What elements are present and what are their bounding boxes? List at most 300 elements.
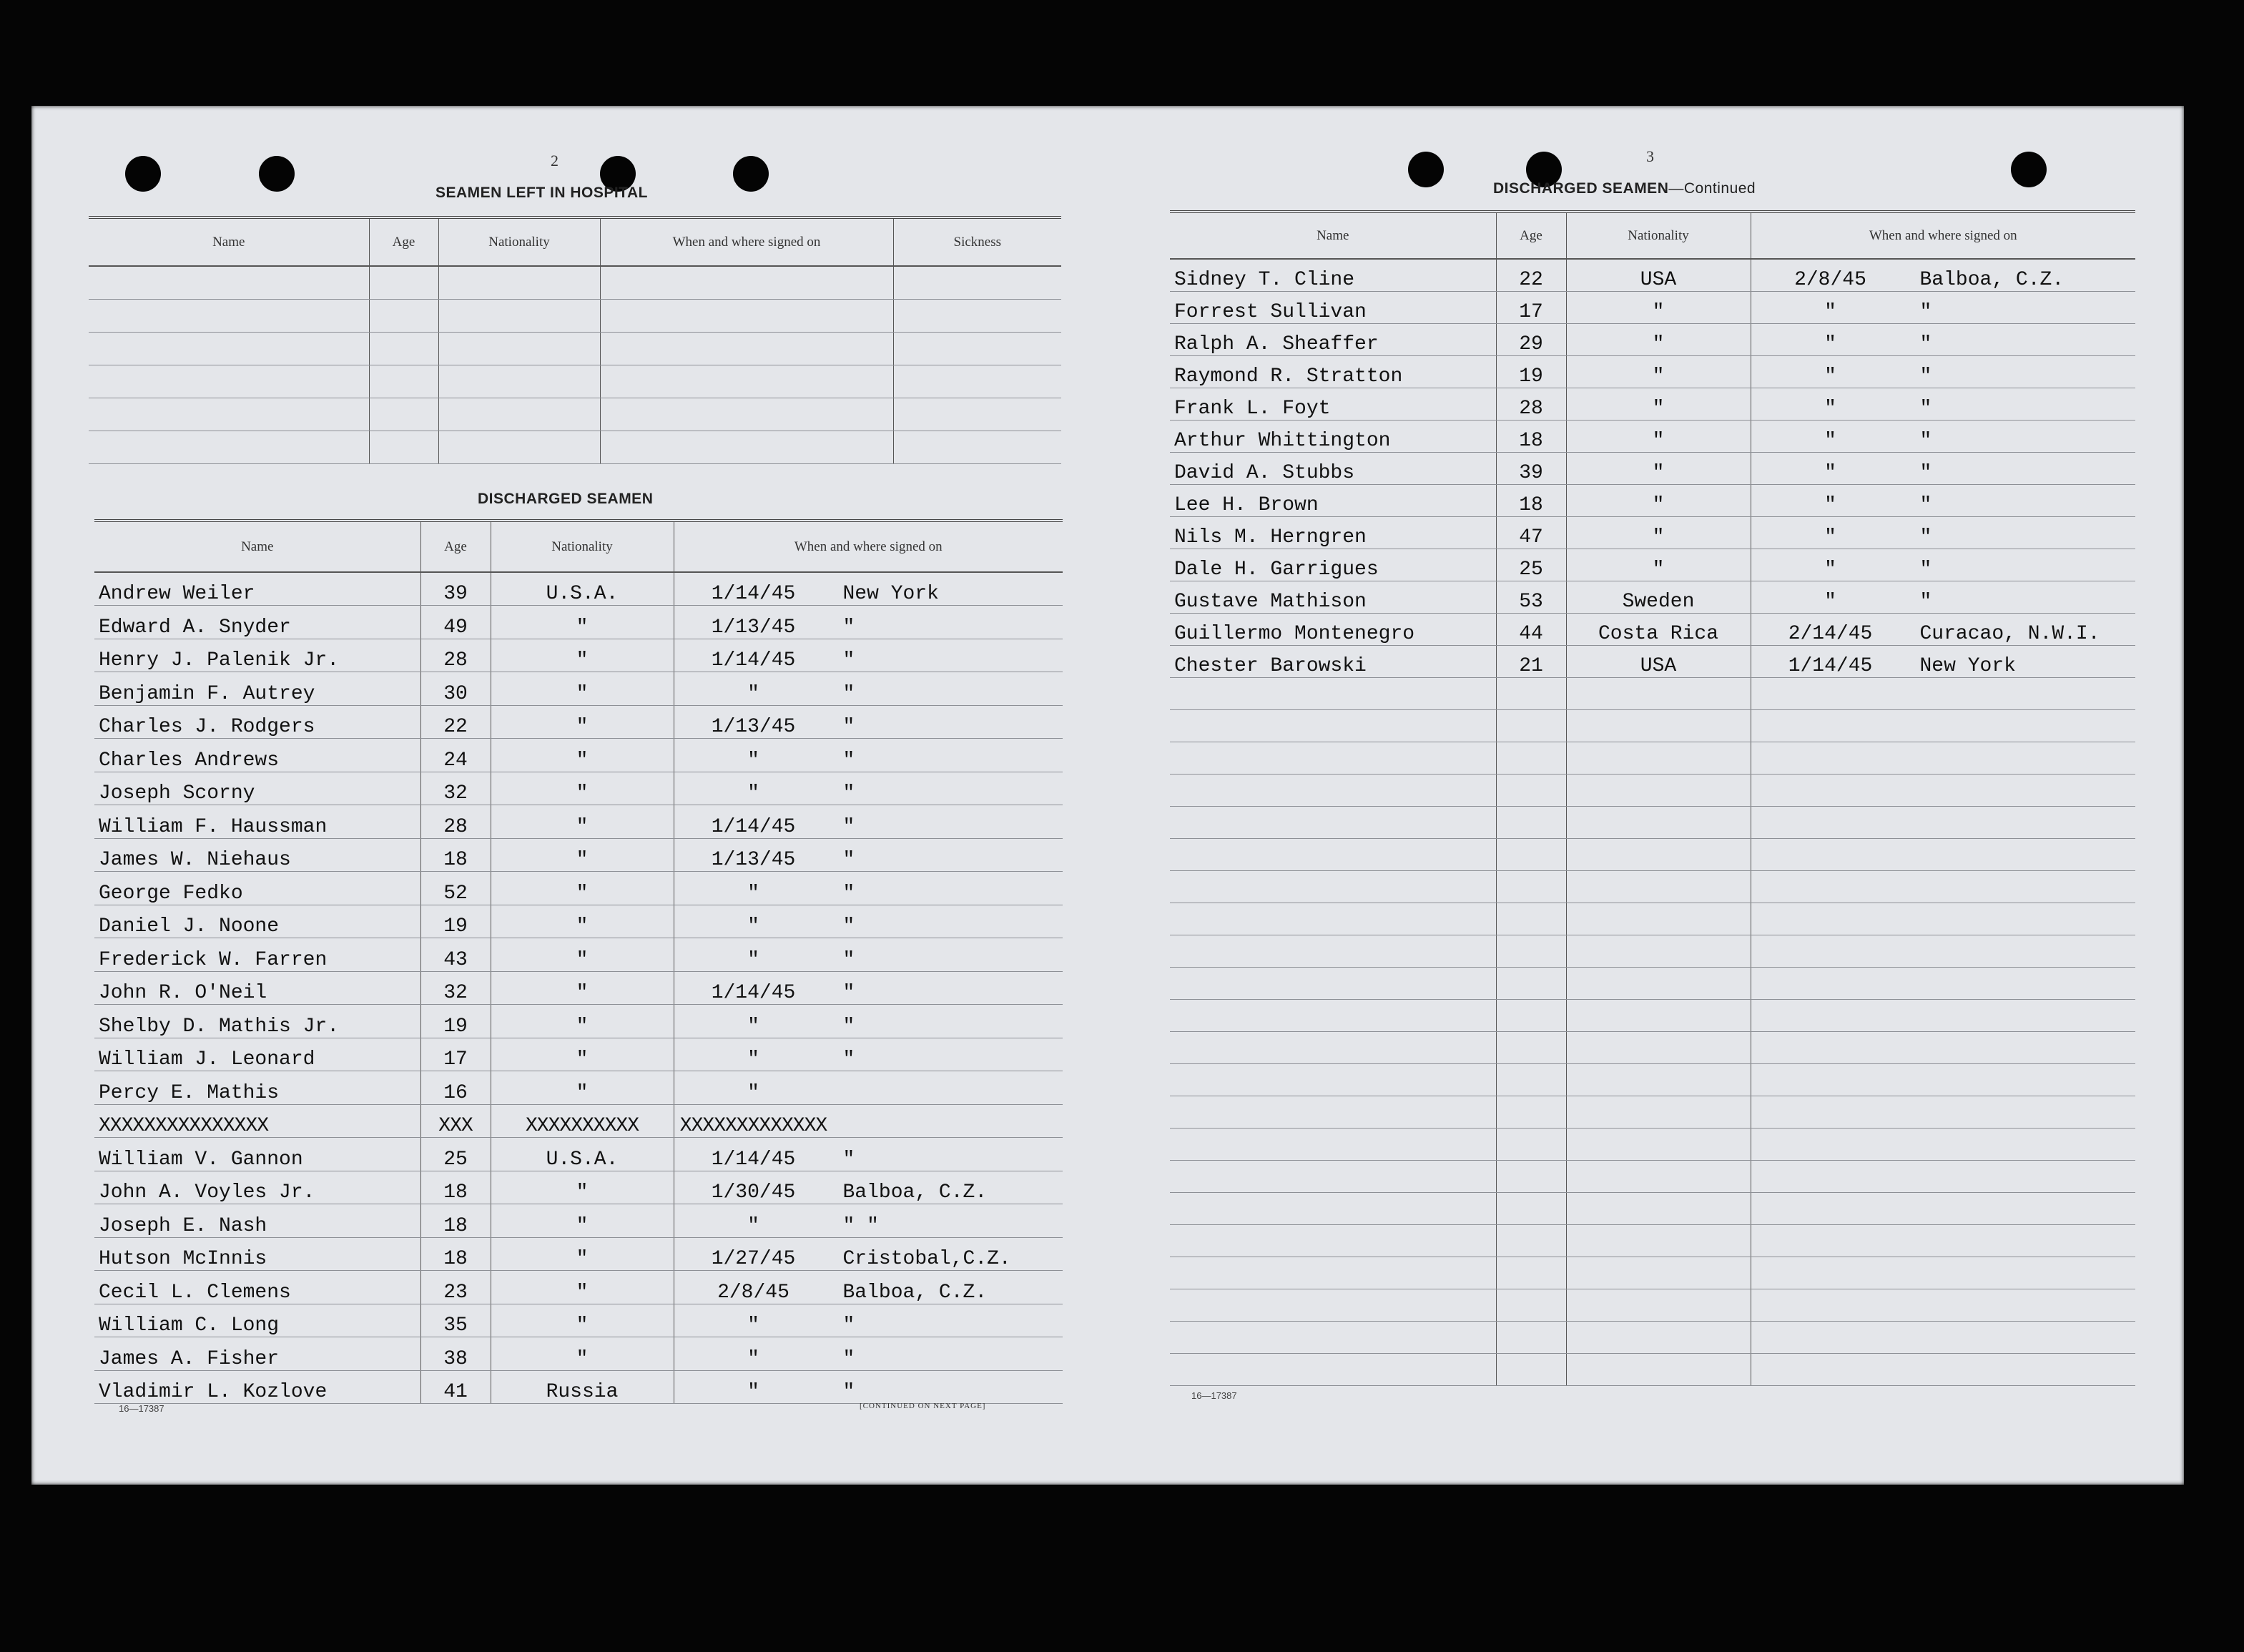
nationality-cell: " bbox=[491, 1337, 674, 1371]
empty-cell bbox=[1751, 903, 2135, 935]
nationality-cell: Costa Rica bbox=[1566, 613, 1751, 645]
signed-on-date: 2/8/45 bbox=[717, 1281, 789, 1304]
signed-on-date: " bbox=[1824, 429, 1836, 452]
age-cell: 25 bbox=[1496, 549, 1566, 581]
table-row bbox=[94, 872, 1063, 905]
nationality-cell: " bbox=[491, 739, 674, 772]
age-cell: 17 bbox=[1496, 291, 1566, 323]
name-cell: Joseph Scorny bbox=[94, 772, 420, 805]
signed-on-place: " bbox=[842, 682, 855, 705]
signed-on-place: New York bbox=[1919, 654, 2016, 677]
empty-cell bbox=[1751, 806, 2135, 838]
signed-on-cell bbox=[674, 1271, 1063, 1304]
empty-cell bbox=[89, 299, 369, 332]
signed-on-place: " bbox=[842, 749, 855, 772]
name-cell: William C. Long bbox=[94, 1304, 420, 1337]
name-cell: James A. Fisher bbox=[94, 1337, 420, 1371]
empty-row bbox=[1170, 870, 2135, 903]
table-row bbox=[94, 1171, 1063, 1204]
empty-cell bbox=[1751, 870, 2135, 903]
empty-cell bbox=[89, 431, 369, 463]
empty-cell bbox=[1566, 1096, 1751, 1128]
right-section-title-continued: —Continued bbox=[1668, 180, 1756, 197]
signed-on-date: " bbox=[747, 915, 759, 938]
punch-hole bbox=[259, 156, 295, 192]
column-header: Age bbox=[1496, 212, 1566, 259]
table-row bbox=[94, 838, 1063, 872]
right-form-number: 16—17387 bbox=[1191, 1390, 1237, 1401]
table-row bbox=[94, 1370, 1063, 1404]
signed-on-place: " bbox=[1919, 558, 1932, 581]
nationality-cell: XXXXXXXXXX bbox=[491, 1104, 674, 1138]
signed-on-cell bbox=[1751, 259, 2135, 291]
table-row bbox=[1170, 549, 2135, 581]
empty-cell bbox=[1496, 742, 1566, 774]
column-header: Name bbox=[94, 521, 420, 572]
nationality-cell: " bbox=[491, 1071, 674, 1105]
empty-cell bbox=[1566, 1353, 1751, 1385]
empty-cell bbox=[1751, 1192, 2135, 1224]
signed-on-place: " bbox=[1919, 429, 1932, 452]
table-row bbox=[94, 639, 1063, 672]
empty-cell bbox=[1566, 935, 1751, 967]
name-cell: William J. Leonard bbox=[94, 1038, 420, 1071]
empty-cell bbox=[1496, 1321, 1566, 1353]
signed-on-date: " bbox=[747, 1214, 759, 1237]
empty-cell bbox=[1496, 1257, 1566, 1289]
signed-on-place: " bbox=[842, 616, 855, 639]
nationality-cell: " bbox=[491, 1005, 674, 1038]
signed-on-place: Balboa, C.Z. bbox=[1919, 268, 2065, 291]
age-cell: 18 bbox=[1496, 484, 1566, 516]
signed-on-cell bbox=[674, 705, 1063, 739]
name-cell: Percy E. Mathis bbox=[94, 1071, 420, 1105]
signed-on-cell bbox=[674, 1138, 1063, 1171]
name-cell: William V. Gannon bbox=[94, 1138, 420, 1171]
empty-cell bbox=[369, 365, 438, 398]
signed-on-cell bbox=[674, 872, 1063, 905]
name-cell: Arthur Whittington bbox=[1170, 420, 1496, 452]
signed-on-cell bbox=[1751, 484, 2135, 516]
empty-row bbox=[1170, 1353, 2135, 1385]
empty-row bbox=[89, 332, 1061, 365]
age-cell: 39 bbox=[420, 572, 491, 606]
empty-cell bbox=[1170, 1096, 1496, 1128]
nationality-cell: " bbox=[491, 1204, 674, 1238]
signed-on-place: " bbox=[842, 915, 855, 938]
age-cell: 49 bbox=[420, 606, 491, 639]
nationality-cell: " bbox=[1566, 516, 1751, 549]
empty-row bbox=[1170, 1096, 2135, 1128]
empty-cell bbox=[1170, 774, 1496, 806]
name-cell: Daniel J. Noone bbox=[94, 905, 420, 938]
name-cell: Guillermo Montenegro bbox=[1170, 613, 1496, 645]
table-row bbox=[94, 1337, 1063, 1371]
signed-on-date: " bbox=[1824, 461, 1836, 484]
signed-on-cell bbox=[674, 838, 1063, 872]
signed-on-place: Curacao, N.W.I. bbox=[1919, 622, 2100, 645]
empty-row bbox=[89, 365, 1061, 398]
empty-cell bbox=[1566, 1031, 1751, 1063]
empty-cell bbox=[1566, 903, 1751, 935]
age-cell: 22 bbox=[420, 705, 491, 739]
empty-cell bbox=[1751, 999, 2135, 1031]
empty-row bbox=[89, 431, 1061, 463]
signed-on-date: 1/14/45 bbox=[1788, 654, 1873, 677]
table-row bbox=[94, 1237, 1063, 1271]
signed-on-place: " bbox=[842, 649, 855, 672]
name-cell: Charles Andrews bbox=[94, 739, 420, 772]
signed-on-place: " bbox=[842, 982, 855, 1004]
empty-cell bbox=[1751, 1160, 2135, 1192]
nationality-cell: " bbox=[1566, 484, 1751, 516]
name-cell: Frederick W. Farren bbox=[94, 938, 420, 972]
name-cell: Nils M. Herngren bbox=[1170, 516, 1496, 549]
table-row bbox=[1170, 581, 2135, 613]
empty-row bbox=[1170, 742, 2135, 774]
empty-cell bbox=[600, 365, 893, 398]
empty-cell bbox=[1170, 1257, 1496, 1289]
empty-cell bbox=[1496, 903, 1566, 935]
nationality-cell: U.S.A. bbox=[491, 572, 674, 606]
empty-cell bbox=[1496, 709, 1566, 742]
signed-on-place: Balboa, C.Z. bbox=[842, 1181, 988, 1204]
punch-hole bbox=[2011, 152, 2047, 187]
column-header: Nationality bbox=[1566, 212, 1751, 259]
age-cell: 18 bbox=[1496, 420, 1566, 452]
empty-cell bbox=[1496, 1096, 1566, 1128]
table-row bbox=[94, 739, 1063, 772]
signed-on-cell bbox=[674, 905, 1063, 938]
discharged-continued-table bbox=[1170, 210, 2135, 1386]
empty-cell bbox=[369, 398, 438, 431]
empty-cell bbox=[1566, 1321, 1751, 1353]
signed-on-date: 1/27/45 bbox=[711, 1248, 796, 1270]
empty-cell bbox=[600, 299, 893, 332]
empty-cell bbox=[1170, 967, 1496, 999]
empty-cell bbox=[1751, 1257, 2135, 1289]
signed-on-place: " bbox=[842, 1048, 855, 1071]
name-cell: Lee H. Brown bbox=[1170, 484, 1496, 516]
age-cell: 16 bbox=[420, 1071, 491, 1105]
signed-on-place: " bbox=[1919, 493, 1932, 516]
signed-on-date: " bbox=[747, 1347, 759, 1370]
right-section-title bbox=[1493, 180, 1756, 197]
empty-cell bbox=[89, 332, 369, 365]
table-row bbox=[94, 606, 1063, 639]
empty-cell bbox=[438, 398, 600, 431]
table-row bbox=[94, 1038, 1063, 1071]
signed-on-date: " bbox=[1824, 590, 1836, 613]
age-cell: 44 bbox=[1496, 613, 1566, 645]
signed-on-place: " bbox=[842, 1381, 855, 1403]
empty-cell bbox=[600, 332, 893, 365]
name-cell: Joseph E. Nash bbox=[94, 1204, 420, 1238]
empty-row bbox=[1170, 935, 2135, 967]
name-cell: William F. Haussman bbox=[94, 805, 420, 839]
age-cell: 28 bbox=[1496, 388, 1566, 420]
empty-cell bbox=[1170, 1224, 1496, 1257]
age-cell: 25 bbox=[420, 1138, 491, 1171]
nationality-cell: " bbox=[491, 705, 674, 739]
empty-cell bbox=[1751, 1321, 2135, 1353]
signed-on-cell bbox=[674, 1370, 1063, 1404]
signed-on-cell bbox=[1751, 452, 2135, 484]
age-cell: 19 bbox=[420, 905, 491, 938]
name-cell: Ralph A. Sheaffer bbox=[1170, 323, 1496, 355]
signed-on-cell bbox=[674, 639, 1063, 672]
name-cell: John R. O'Neil bbox=[94, 971, 420, 1005]
signed-on-cell bbox=[1751, 613, 2135, 645]
signed-on-place: " bbox=[842, 882, 855, 905]
nationality-cell: " bbox=[491, 805, 674, 839]
empty-cell bbox=[1170, 1031, 1496, 1063]
empty-row bbox=[1170, 677, 2135, 709]
table-row bbox=[94, 672, 1063, 706]
empty-cell bbox=[1496, 677, 1566, 709]
age-cell: 22 bbox=[1496, 259, 1566, 291]
empty-cell bbox=[1496, 1289, 1566, 1321]
signed-on-place: " bbox=[842, 1015, 855, 1038]
nationality-cell: " bbox=[491, 1171, 674, 1204]
signed-on-cell bbox=[674, 1304, 1063, 1337]
hospital-table bbox=[89, 216, 1061, 464]
table-row bbox=[94, 1204, 1063, 1238]
empty-cell bbox=[1496, 1128, 1566, 1160]
empty-cell bbox=[1566, 1128, 1751, 1160]
empty-row bbox=[1170, 709, 2135, 742]
name-cell: Hutson McInnis bbox=[94, 1237, 420, 1271]
table-row bbox=[94, 938, 1063, 972]
nationality-cell: " bbox=[491, 838, 674, 872]
empty-cell bbox=[1566, 742, 1751, 774]
table-row bbox=[94, 905, 1063, 938]
signed-on-cell bbox=[1751, 388, 2135, 420]
signed-on-date: " bbox=[1824, 558, 1836, 581]
table-row bbox=[94, 1138, 1063, 1171]
name-cell: George Fedko bbox=[94, 872, 420, 905]
empty-cell bbox=[1170, 1289, 1496, 1321]
empty-cell bbox=[1566, 870, 1751, 903]
signed-on-date: " bbox=[747, 1314, 759, 1337]
signed-on-place: " bbox=[1919, 397, 1932, 420]
empty-cell bbox=[89, 266, 369, 299]
signed-on-place: Cristobal,C.Z. bbox=[842, 1248, 1011, 1270]
table-row bbox=[1170, 645, 2135, 677]
empty-cell bbox=[1751, 742, 2135, 774]
empty-cell bbox=[438, 299, 600, 332]
signed-on-date: " bbox=[1824, 300, 1836, 323]
signed-on-date: " bbox=[747, 782, 759, 805]
empty-cell bbox=[1566, 1192, 1751, 1224]
empty-row bbox=[1170, 1128, 2135, 1160]
signed-on-cell bbox=[1751, 516, 2135, 549]
table-row bbox=[94, 1271, 1063, 1304]
empty-row bbox=[1170, 806, 2135, 838]
signed-on-cell bbox=[1751, 581, 2135, 613]
empty-cell bbox=[1566, 999, 1751, 1031]
empty-cell bbox=[1566, 1257, 1751, 1289]
empty-cell bbox=[1496, 1224, 1566, 1257]
signed-on-place bbox=[829, 1082, 843, 1104]
nationality-cell: Sweden bbox=[1566, 581, 1751, 613]
signed-on-date: " bbox=[1824, 365, 1836, 388]
empty-row bbox=[1170, 838, 2135, 870]
nationality-cell: USA bbox=[1566, 259, 1751, 291]
signed-on-date: " bbox=[1824, 493, 1836, 516]
signed-on-date: " bbox=[747, 948, 759, 971]
empty-cell bbox=[1170, 709, 1496, 742]
table-row bbox=[1170, 323, 2135, 355]
age-cell: 35 bbox=[420, 1304, 491, 1337]
signed-on-date: 1/13/45 bbox=[711, 849, 796, 871]
age-cell: 30 bbox=[420, 672, 491, 706]
signed-on-place: " bbox=[842, 849, 855, 871]
age-cell: 18 bbox=[420, 838, 491, 872]
nationality-cell: " bbox=[491, 905, 674, 938]
signed-on-date: " bbox=[747, 1381, 759, 1403]
name-cell: Cecil L. Clemens bbox=[94, 1271, 420, 1304]
name-cell: Henry J. Palenik Jr. bbox=[94, 639, 420, 672]
empty-cell bbox=[1170, 1321, 1496, 1353]
signed-on-date: 2/14/45 bbox=[1788, 622, 1873, 645]
empty-cell bbox=[369, 332, 438, 365]
signed-on-cell bbox=[674, 1071, 1063, 1105]
nationality-cell: USA bbox=[1566, 645, 1751, 677]
name-cell: Forrest Sullivan bbox=[1170, 291, 1496, 323]
nationality-cell: Russia bbox=[491, 1370, 674, 1404]
signed-on-cell bbox=[674, 1104, 1063, 1138]
name-cell: James W. Niehaus bbox=[94, 838, 420, 872]
empty-row bbox=[1170, 774, 2135, 806]
column-header: Name bbox=[89, 217, 369, 266]
name-cell: Edward A. Snyder bbox=[94, 606, 420, 639]
age-cell: 24 bbox=[420, 739, 491, 772]
age-cell: 21 bbox=[1496, 645, 1566, 677]
empty-cell bbox=[1170, 1353, 1496, 1385]
empty-cell bbox=[1751, 774, 2135, 806]
name-cell: David A. Stubbs bbox=[1170, 452, 1496, 484]
age-cell: 47 bbox=[1496, 516, 1566, 549]
empty-cell bbox=[1170, 742, 1496, 774]
column-header: Nationality bbox=[491, 521, 674, 572]
empty-row bbox=[89, 299, 1061, 332]
signed-on-date: 2/8/45 bbox=[1794, 268, 1866, 291]
empty-cell bbox=[600, 398, 893, 431]
table-row bbox=[1170, 516, 2135, 549]
empty-cell bbox=[1170, 999, 1496, 1031]
empty-row bbox=[1170, 1257, 2135, 1289]
nationality-cell: " bbox=[491, 872, 674, 905]
empty-cell bbox=[1170, 1160, 1496, 1192]
empty-cell bbox=[1751, 1063, 2135, 1096]
empty-cell bbox=[1566, 1224, 1751, 1257]
column-header: When and where signed on bbox=[674, 521, 1063, 572]
signed-on-place: " bbox=[842, 948, 855, 971]
empty-cell bbox=[1496, 806, 1566, 838]
age-cell: 29 bbox=[1496, 323, 1566, 355]
empty-cell bbox=[369, 266, 438, 299]
empty-cell bbox=[893, 431, 1061, 463]
column-header: Name bbox=[1170, 212, 1496, 259]
nationality-cell: U.S.A. bbox=[491, 1138, 674, 1171]
empty-cell bbox=[1170, 1128, 1496, 1160]
signed-on-cell bbox=[1751, 323, 2135, 355]
empty-cell bbox=[1496, 999, 1566, 1031]
signed-on-date: " bbox=[747, 1015, 759, 1038]
table-row bbox=[1170, 420, 2135, 452]
discharged-table bbox=[94, 519, 1063, 1404]
empty-cell bbox=[369, 431, 438, 463]
table-row bbox=[94, 705, 1063, 739]
empty-cell bbox=[1751, 1031, 2135, 1063]
age-cell: 41 bbox=[420, 1370, 491, 1404]
signed-on-date: 1/13/45 bbox=[711, 616, 796, 639]
signed-on-date: " bbox=[1824, 526, 1836, 549]
empty-cell bbox=[89, 365, 369, 398]
empty-cell bbox=[1496, 967, 1566, 999]
age-cell: 18 bbox=[420, 1237, 491, 1271]
signed-on-cell bbox=[1751, 645, 2135, 677]
signed-on-date: " bbox=[747, 1081, 759, 1104]
signed-on-cell bbox=[674, 739, 1063, 772]
signed-on-place: " bbox=[842, 1347, 855, 1370]
empty-cell bbox=[1170, 903, 1496, 935]
empty-cell bbox=[1496, 1353, 1566, 1385]
age-cell: 28 bbox=[420, 639, 491, 672]
empty-cell bbox=[1170, 838, 1496, 870]
signed-on-cell bbox=[674, 971, 1063, 1005]
empty-cell bbox=[438, 332, 600, 365]
signed-on-date: 1/14/45 bbox=[711, 982, 796, 1004]
empty-cell bbox=[1566, 709, 1751, 742]
empty-cell bbox=[893, 299, 1061, 332]
column-header: Age bbox=[369, 217, 438, 266]
empty-row bbox=[1170, 1289, 2135, 1321]
table-row bbox=[94, 1071, 1063, 1105]
signed-on-cell bbox=[674, 1337, 1063, 1371]
empty-cell bbox=[438, 431, 600, 463]
table-row bbox=[1170, 484, 2135, 516]
column-header: When and where signed on bbox=[600, 217, 893, 266]
empty-cell bbox=[1566, 806, 1751, 838]
table-row bbox=[1170, 259, 2135, 291]
signed-on-cell bbox=[674, 1171, 1063, 1204]
age-cell: 32 bbox=[420, 772, 491, 805]
table-row bbox=[1170, 355, 2135, 388]
empty-cell bbox=[89, 398, 369, 431]
empty-cell bbox=[1496, 1063, 1566, 1096]
empty-cell bbox=[1566, 1063, 1751, 1096]
signed-on-place: " bbox=[1919, 333, 1932, 355]
name-cell: Benjamin F. Autrey bbox=[94, 672, 420, 706]
empty-row bbox=[1170, 1063, 2135, 1096]
signed-on-place: " bbox=[842, 815, 855, 838]
empty-row bbox=[1170, 1031, 2135, 1063]
signed-on-date: 1/13/45 bbox=[711, 716, 796, 738]
punch-hole bbox=[1408, 152, 1444, 187]
signed-on-cell bbox=[1751, 291, 2135, 323]
right-page-number: 3 bbox=[1646, 147, 1654, 165]
empty-cell bbox=[1496, 774, 1566, 806]
signed-on-cell bbox=[1751, 549, 2135, 581]
empty-cell bbox=[1496, 1192, 1566, 1224]
table-row bbox=[1170, 388, 2135, 420]
signed-on-cell bbox=[674, 572, 1063, 606]
empty-cell bbox=[1751, 1128, 2135, 1160]
signed-on-date: " bbox=[747, 882, 759, 905]
empty-cell bbox=[1496, 838, 1566, 870]
